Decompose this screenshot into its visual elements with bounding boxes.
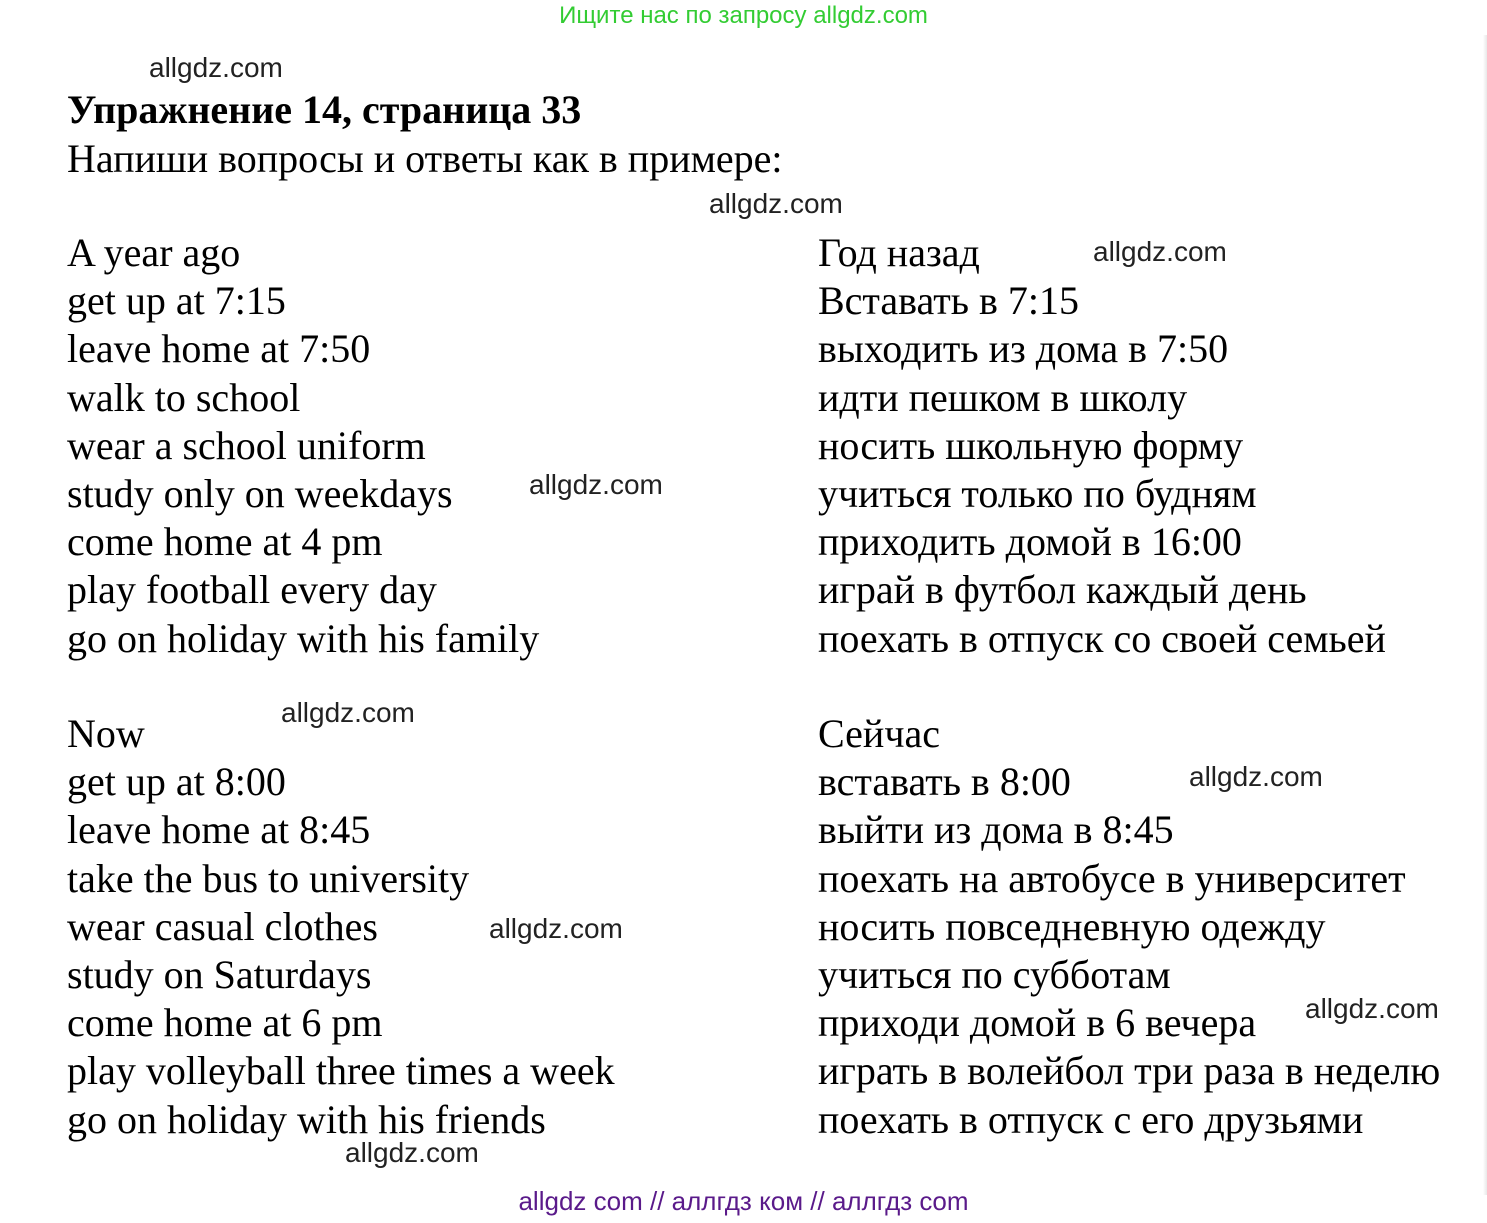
russian-phrase: носить повседневную одежду [818,903,1326,949]
instruction-text: Напиши вопросы и ответы как в примере: [67,136,783,181]
watermark: allgdz.com [1189,761,1323,792]
russian-phrase: поехать в отпуск со своей семьей [818,615,1386,661]
english-phrase: walk to school [67,374,301,420]
english-phrase: study on Saturdays [67,951,372,997]
english-phrase: leave home at 7:50 [67,326,371,372]
russian-column-past [818,229,1386,663]
english-phrase: come home at 4 pm [67,519,383,565]
russian-phrase: приходить домой в 16:00 [818,519,1242,565]
russian-phrase: вставать в 8:00 [818,759,1071,805]
russian-phrase: идти пешком в школу [818,374,1188,420]
english-phrase: go on holiday with his friends [67,1096,546,1142]
russian-phrase: играй в футбол каждый день [818,567,1307,613]
english-phrase: come home at 6 pm [67,1000,383,1046]
english-heading-past: A year ago [67,230,241,275]
russian-column-now [818,710,1440,1144]
page-title: Упражнение 14, страница 33 [67,87,582,132]
russian-heading-past: Год назад [818,230,980,275]
english-phrase: study only on weekdays [67,470,453,516]
watermark: allgdz.com [281,697,415,728]
watermark: allgdz.com [489,913,623,944]
english-phrase: wear a school uniform [67,422,426,468]
russian-phrase: выйти из дома в 8:45 [818,807,1174,853]
english-phrase: get up at 7:15 [67,278,286,324]
russian-phrase: выходить из дома в 7:50 [818,326,1229,372]
russian-phrase: играть в волейбол три раза в неделю [818,1048,1441,1094]
english-phrase: play volleyball three times a week [67,1048,615,1094]
top-banner: Ищите нас по запросу allgdz.com [559,2,928,29]
watermark: allgdz.com [345,1137,479,1168]
russian-heading-now: Сейчас [818,711,940,756]
watermark: allgdz.com [149,52,283,83]
watermark: allgdz.com [1305,993,1439,1024]
watermark: allgdz.com [709,188,843,219]
russian-phrase: приходи домой в 6 вечера [818,1000,1257,1046]
russian-phrase: носить школьную форму [818,422,1244,468]
russian-phrase: Вставать в 7:15 [818,278,1079,324]
english-phrase: take the bus to university [67,855,470,901]
english-heading-now: Now [67,711,145,756]
english-phrase: leave home at 8:45 [67,807,371,853]
watermark: allgdz.com [529,469,663,500]
english-column-past [67,229,539,663]
english-phrase: play football every day [67,567,437,613]
footer-watermark: allgdz com // аллгдз ком // аллгдз com [518,1186,969,1216]
english-phrase: go on holiday with his family [67,615,540,661]
russian-phrase: учиться только по будням [818,470,1257,516]
page-edge [1483,35,1487,1195]
russian-phrase: поехать в отпуск с его друзьями [818,1096,1364,1142]
russian-phrase: поехать на автобусе в университет [818,855,1406,901]
russian-phrase: учиться по субботам [818,951,1171,997]
english-phrase: get up at 8:00 [67,759,286,805]
english-phrase: wear casual clothes [67,903,378,949]
watermark: allgdz.com [1093,236,1227,267]
